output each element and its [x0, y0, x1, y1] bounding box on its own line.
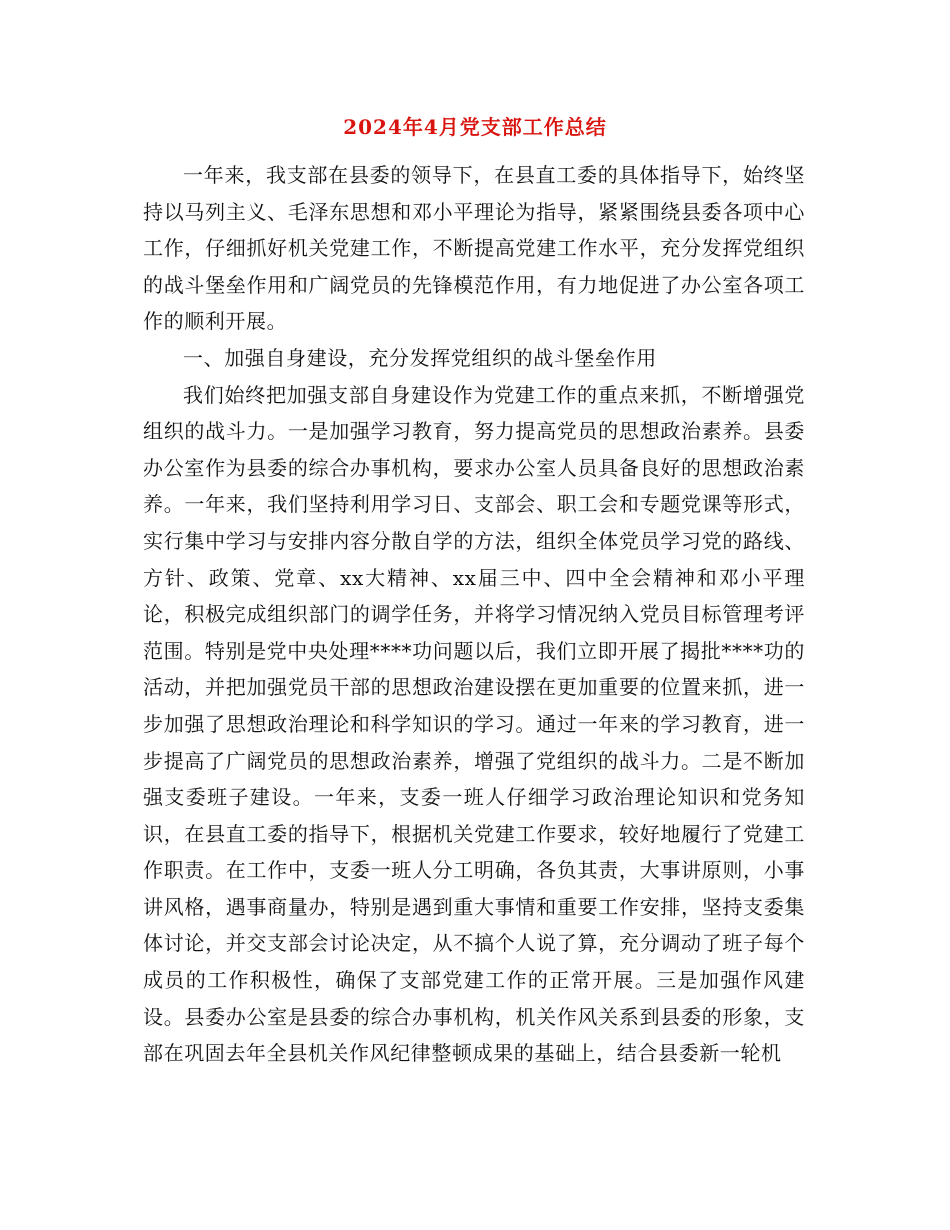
section-heading-1: 一、加强自身建设，充分发挥党组织的战斗堡垒作用: [183, 345, 657, 370]
paragraph-section-1: 我们始终把加强支部自身建设作为党建工作的重点来抓，不断增强党组织的战斗力。一是加强学习教育，努力提高党员的思想政治素养。县委办公室作为县委的综合办事机构，要求办公室人员具备良好的思想政治素养。一年来，我们坚持利用学习日、支部会、职工会和专题党课等形式，实行集中学习与安排内容分散自学的方法，组织全体党员学习党的路线、方针、政策、党章、xx大精神、xx届三中、四中全会精神和邓小平理论，积极完成组织部门的调学任务，并将学习情况纳入党员目标管理考评范围。特别是党中央处理****功问题以后，我们立即开展了揭批****功的活动，并把加强党员干部的思想政治建设摆在更加重要的位置来抓，进一步加强了思想政治理论和科学知识的学习。通过一年来的学习教育，进一步提高了广阔党员的思想政治素养，增强了党组织的战斗力。二是不断加强支委班子建设。一年来，支委一班人仔细学习政治理论知识和党务知识，在县直工委的指导下，根据机关党建工作要求，较好地履行了党建工作职责。在工作中，支委一班人分工明确，各负其责，大事讲原则，小事讲风格，遇事商量办，特别是遇到重大事情和重要工作安排，坚持支委集体讨论，并交支部会讨论决定，从不搞个人说了算，充分调动了班子每个成员的工作积极性，确保了支部党建工作的正常开展。三是加强作风建设。县委办公室是县委的综合办事机构，机关作风关系到县委的形象，支部在巩固去年全县机关作风纪律整顿成果的基础上，结合县委新一轮机: [143, 382, 805, 1066]
document-title: 2024年4月党支部工作总结: [343, 115, 607, 139]
document-body: [143, 157, 805, 1072]
paragraph-intro: 一年来，我支部在县委的领导下，在县直工委的具体指导下，始终坚持以马列主义、毛泽东思想和邓小平理论为指导，紧紧围绕县委各项中心工作，仔细抓好机关党建工作，不断提高党建工作水平，充分发挥党组织的战斗堡垒作用和广阔党员的先锋模范作用，有力地促进了办公室各项工作的顺利开展。: [143, 163, 805, 334]
